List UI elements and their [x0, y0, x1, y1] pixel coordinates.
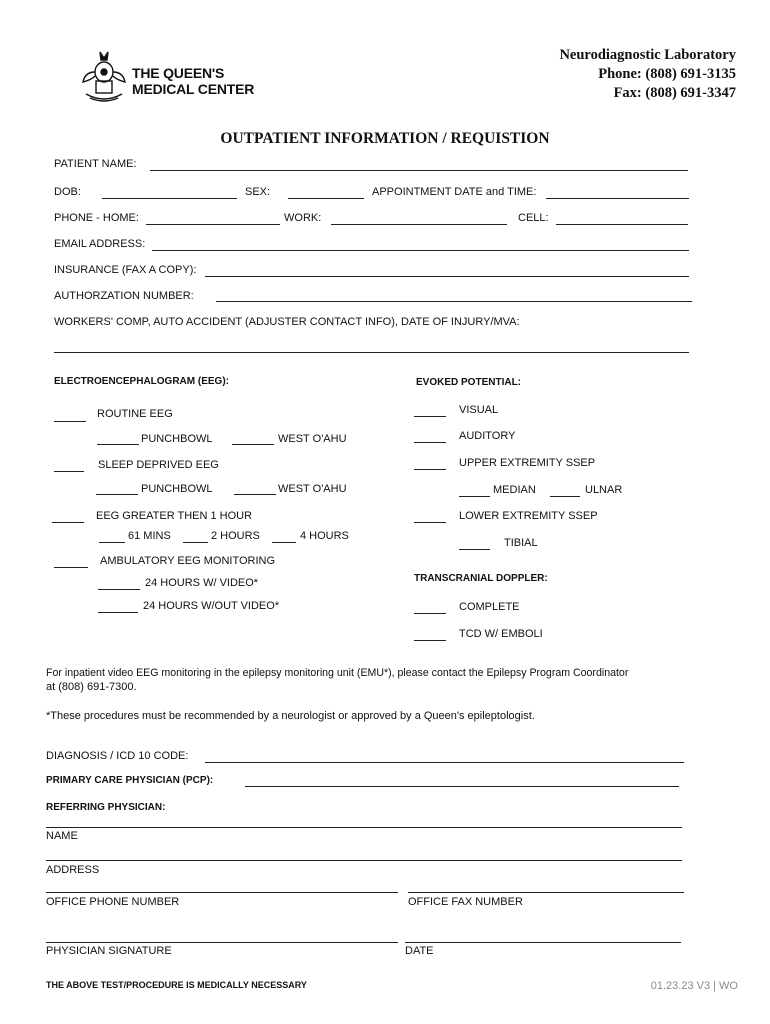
appointment-label: APPOINTMENT DATE and TIME: — [372, 186, 537, 198]
visual-checkbox[interactable] — [414, 416, 446, 417]
sleep-punchbowl-label: PUNCHBOWL — [141, 483, 213, 495]
without-video-label: 24 HOURS W/OUT VIDEO* — [143, 600, 280, 612]
complete-label: COMPLETE — [459, 601, 520, 613]
logo-line1: THE QUEEN'S — [132, 65, 225, 81]
2-hours-checkbox[interactable] — [183, 542, 208, 543]
work-phone-field[interactable] — [331, 224, 507, 225]
sleep-west-oahu-checkbox[interactable] — [234, 494, 276, 495]
routine-eeg-checkbox[interactable] — [54, 421, 86, 422]
cell-phone-label: CELL: — [518, 212, 549, 224]
authorization-field[interactable] — [216, 301, 692, 302]
appointment-field[interactable] — [546, 198, 689, 199]
sleep-punchbowl-checkbox[interactable] — [96, 494, 138, 495]
insurance-label: INSURANCE (FAX A COPY): — [54, 264, 197, 276]
physician-signature-label: PHYSICIAN SIGNATURE — [46, 945, 172, 957]
sleep-west-oahu-label: WEST O'AHU — [278, 483, 347, 495]
diagnosis-field[interactable] — [205, 762, 684, 763]
sleep-deprived-checkbox[interactable] — [54, 471, 84, 472]
office-fax-label: OFFICE FAX NUMBER — [408, 896, 523, 908]
auditory-checkbox[interactable] — [414, 442, 446, 443]
insurance-field[interactable] — [205, 276, 689, 277]
logo-line2: MEDICAL CENTER — [132, 81, 255, 97]
referring-label: REFERRING PHYSICIAN: — [46, 802, 166, 813]
lab-fax: Fax: (808) 691-3347 — [613, 85, 736, 101]
cell-phone-field[interactable] — [556, 224, 688, 225]
email-field[interactable] — [152, 250, 689, 251]
4-hours-checkbox[interactable] — [272, 542, 296, 543]
workers-comp-field[interactable] — [54, 352, 689, 353]
eeg-greater-checkbox[interactable] — [52, 522, 84, 523]
median-checkbox[interactable] — [459, 496, 490, 497]
lab-phone: Phone: (808) 691-3135 — [598, 66, 736, 82]
pcp-field[interactable] — [245, 786, 679, 787]
version-label: 01.23.23 V3 | WO — [650, 980, 738, 992]
lower-ssep-label: LOWER EXTREMITY SSEP — [459, 510, 598, 522]
lab-name: Neurodiagnostic Laboratory — [559, 47, 736, 63]
phone-home-field[interactable] — [146, 224, 280, 225]
routine-west-oahu-label: WEST O'AHU — [278, 433, 347, 445]
referring-address-field[interactable] — [46, 860, 682, 861]
ulnar-label: ULNAR — [585, 484, 623, 496]
eeg-heading: ELECTROENCEPHALOGRAM (EEG): — [54, 376, 229, 387]
auditory-label: AUDITORY — [459, 430, 516, 442]
ambulatory-label: AMBULATORY EEG MONITORING — [100, 555, 276, 567]
referring-name-label: NAME — [46, 830, 78, 842]
inpatient-note-line2: at (808) 691-7300. — [46, 681, 137, 693]
routine-west-oahu-checkbox[interactable] — [232, 444, 274, 445]
median-label: MEDIAN — [493, 484, 536, 496]
eeg-greater-label: EEG GREATER THEN 1 HOUR — [96, 510, 253, 522]
visual-label: VISUAL — [459, 404, 499, 416]
office-phone-label: OFFICE PHONE NUMBER — [46, 896, 180, 908]
pcp-label: PRIMARY CARE PHYSICIAN (PCP): — [46, 775, 214, 786]
without-video-checkbox[interactable] — [98, 612, 138, 613]
61-mins-checkbox[interactable] — [99, 542, 125, 543]
4-hours-label: 4 HOURS — [300, 530, 349, 542]
tibial-label: TIBIAL — [504, 537, 538, 549]
medically-necessary-note: THE ABOVE TEST/PROCEDURE IS MEDICALLY NECESSARY — [46, 980, 307, 990]
inpatient-note-line1: For inpatient video EEG monitoring in the epilepsy monitoring unit (EMU*), please contact the Epilepsy Program Coordinator — [46, 667, 629, 679]
form-title: OUTPATIENT INFORMATION / REQUISTION — [220, 130, 550, 147]
physician-signature-field[interactable] — [46, 942, 398, 943]
upper-ssep-label: UPPER EXTREMITY SSEP — [459, 457, 596, 469]
authorization-label: AUTHORZATION NUMBER: — [54, 290, 194, 302]
ulnar-checkbox[interactable] — [550, 496, 580, 497]
sleep-deprived-label: SLEEP DEPRIVED EEG — [98, 459, 219, 471]
work-phone-label: WORK: — [284, 212, 322, 224]
patient-name-field[interactable] — [150, 170, 688, 171]
61-mins-label: 61 MINS — [128, 530, 171, 542]
tibial-checkbox[interactable] — [459, 549, 490, 550]
routine-punchbowl-checkbox[interactable] — [97, 444, 139, 445]
routine-punchbowl-label: PUNCHBOWL — [141, 433, 213, 445]
evoked-heading: EVOKED POTENTIAL: — [416, 377, 522, 388]
dob-field[interactable] — [102, 198, 237, 199]
with-video-checkbox[interactable] — [98, 589, 140, 590]
office-fax-field[interactable] — [408, 892, 684, 893]
signature-date-label: DATE — [405, 945, 434, 957]
doppler-heading: TRANSCRANIAL DOPPLER: — [414, 573, 548, 584]
queens-medical-center-logo — [78, 48, 263, 108]
dob-label: DOB: — [54, 186, 81, 198]
ambulatory-checkbox[interactable] — [54, 567, 88, 568]
signature-date-field[interactable] — [405, 942, 681, 943]
referring-name-field[interactable] — [46, 827, 682, 828]
phone-home-label: PHONE - HOME: — [54, 212, 139, 224]
procedures-note: *These procedures must be recommended by a neurologist or approved by a Queen's epileptologist. — [46, 710, 535, 722]
email-label: EMAIL ADDRESS: — [54, 238, 146, 250]
2-hours-label: 2 HOURS — [211, 530, 260, 542]
office-phone-field[interactable] — [46, 892, 398, 893]
routine-eeg-label: ROUTINE EEG — [97, 408, 173, 420]
upper-ssep-checkbox[interactable] — [414, 469, 446, 470]
workers-comp-label: WORKERS' COMP, AUTO ACCIDENT (ADJUSTER CONTACT INFO), DATE OF INJURY/MVA: — [54, 316, 520, 328]
tcd-emboli-label: TCD W/ EMBOLI — [459, 628, 543, 640]
tcd-emboli-checkbox[interactable] — [414, 640, 446, 641]
with-video-label: 24 HOURS W/ VIDEO* — [145, 577, 259, 589]
patient-name-label: PATIENT NAME: — [54, 158, 137, 170]
lower-ssep-checkbox[interactable] — [414, 522, 446, 523]
sex-label: SEX: — [245, 186, 271, 198]
sex-field[interactable] — [288, 198, 364, 199]
referring-address-label: ADDRESS — [46, 864, 100, 876]
diagnosis-label: DIAGNOSIS / ICD 10 CODE: — [46, 750, 189, 762]
complete-checkbox[interactable] — [414, 613, 446, 614]
